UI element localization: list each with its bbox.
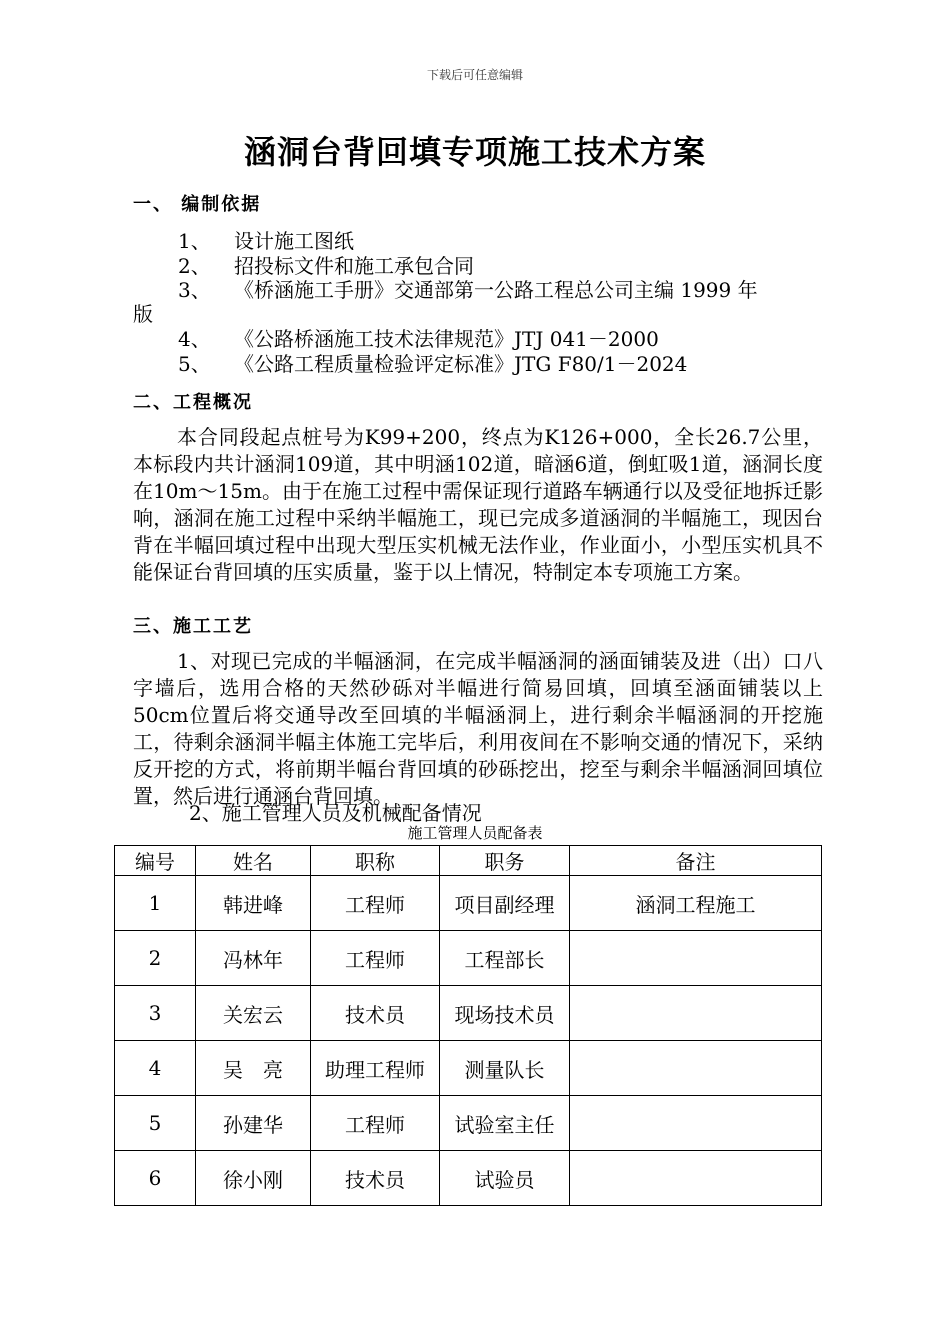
cell-number: 6 — [115, 1151, 196, 1206]
cell-title: 技术员 — [311, 986, 440, 1041]
cell-name: 关宏云 — [196, 986, 311, 1041]
cell-remarks — [570, 1041, 822, 1096]
table-caption: 施工管理人员配备表 — [407, 824, 543, 842]
document-title: 涵洞台背回填专项施工技术方案 — [243, 133, 706, 171]
staff-table — [114, 845, 822, 1206]
reference-item-number: 1、 — [178, 229, 211, 253]
column-header-remarks: 备注 — [570, 846, 822, 876]
cell-position: 试验员 — [440, 1151, 570, 1206]
header-note: 下载后可任意编辑 — [426, 68, 523, 82]
cell-position: 现场技术员 — [440, 986, 570, 1041]
reference-item-number: 3、 — [178, 278, 211, 302]
cell-title: 技术员 — [311, 1151, 440, 1206]
reference-item-text: 《公路桥涵施工技术法律规范》JTJ 041－2000 — [234, 327, 659, 351]
cell-name: 韩进峰 — [196, 876, 311, 931]
reference-item — [178, 274, 758, 303]
reference-item-text: 《公路工程质量检验评定标准》JTG F80/1－2024 — [234, 352, 688, 376]
reference-item-text: 招投标文件和施工承包合同 — [234, 254, 474, 278]
cell-name: 孙建华 — [196, 1096, 311, 1151]
section-heading-overview: 二、工程概况 — [133, 392, 253, 413]
cell-number: 3 — [115, 986, 196, 1041]
cell-remarks — [570, 1096, 822, 1151]
process-paragraph: 1、对现已完成的半幅涵洞，在完成半幅涵洞的涵面铺装及进（出）口八字墙后，选用合格的天然砂砾对半幅进行简易回填，回填至涵面铺装以上50cm位置后将交通导改至回填的半幅涵洞上，进行剩余半幅涵洞的开挖施工，待剩余涵洞半幅主体施工完毕后，利用夜间在不影响交通的情况下，采纳反开挖的方式，将前期半幅台背回填的砂砾挖出，挖至与剩余半幅涵洞回填位置，然后进行通涵台背回填。 — [133, 649, 823, 808]
table-row — [115, 986, 822, 1041]
table-row — [115, 876, 822, 931]
cell-name: 吴 亮 — [196, 1041, 311, 1096]
section-heading-process: 三、施工工艺 — [133, 616, 253, 637]
cell-name: 冯林年 — [196, 931, 311, 986]
column-header-position: 职务 — [440, 846, 570, 876]
table-row — [115, 1041, 822, 1096]
cell-position: 试验室主任 — [440, 1096, 570, 1151]
cell-remarks — [570, 1151, 822, 1206]
cell-title: 助理工程师 — [311, 1041, 440, 1096]
column-header-name: 姓名 — [196, 846, 311, 876]
reference-item-number: 4、 — [178, 327, 211, 351]
cell-remarks — [570, 986, 822, 1041]
cell-remarks — [570, 931, 822, 986]
reference-item-number: 2、 — [178, 254, 211, 278]
cell-number: 5 — [115, 1096, 196, 1151]
cell-position: 项目副经理 — [440, 876, 570, 931]
cell-number: 1 — [115, 876, 196, 931]
table-header-row — [115, 846, 822, 876]
cell-name: 徐小刚 — [196, 1151, 311, 1206]
cell-title: 工程师 — [311, 876, 440, 931]
table-row — [115, 1096, 822, 1151]
overview-paragraph: 本合同段起点桩号为K99+200，终点为K126+000，全长26.7公里，本标段内共计涵洞109道，其中明涵102道，暗涵6道，倒虹吸1道，涵洞长度在10m～15m。由于在施工过程中需保证现行道路车辆通行以及受征地拆迁影响，涵洞在施工过程中采纳半幅施工，现已完成多道涵洞的半幅施工，现因台背在半幅回填过程中出现大型压实机械无法作业，作业面小，小型压实机具不能保证台背回填的压实质量，鉴于以上情况，特制定本专项施工方案。 — [133, 425, 823, 584]
table-row — [115, 931, 822, 986]
column-header-title: 职称 — [311, 846, 440, 876]
reference-item-text: 《桥涵施工手册》交通部第一公路工程总公司主编 1999 年 — [234, 278, 758, 302]
reference-item-text: 版 — [133, 302, 153, 326]
cell-number: 2 — [115, 931, 196, 986]
cell-position: 测量队长 — [440, 1041, 570, 1096]
reference-item — [178, 348, 687, 377]
cell-title: 工程师 — [311, 931, 440, 986]
column-header-number: 编号 — [115, 846, 196, 876]
cell-remarks: 涵洞工程施工 — [570, 876, 822, 931]
reference-item-continuation — [133, 298, 153, 327]
cell-number: 4 — [115, 1041, 196, 1096]
reference-item-number: 5、 — [178, 352, 211, 376]
cell-position: 工程部长 — [440, 931, 570, 986]
cell-title: 工程师 — [311, 1096, 440, 1151]
section-heading-basis: 一、 编制依据 — [133, 194, 262, 215]
staffing-subheading: 2、施工管理人员及机械配备情况 — [189, 801, 482, 825]
table-row — [115, 1151, 822, 1206]
reference-item-text: 设计施工图纸 — [234, 229, 354, 253]
